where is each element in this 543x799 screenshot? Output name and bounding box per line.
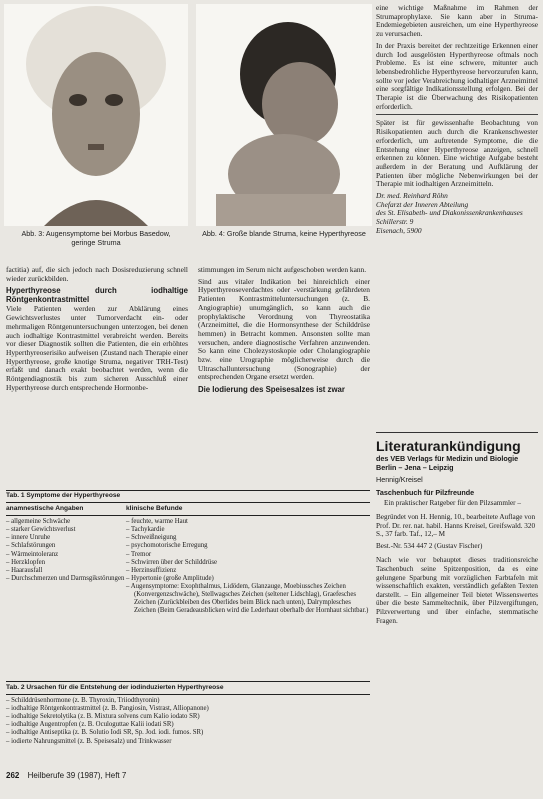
table1-finding-item: – Tremor <box>126 551 370 559</box>
table1-symptom-item: – allgemeine Schwäche <box>6 518 126 526</box>
table1-finding-item: – psychomotorische Erregung <box>126 542 370 550</box>
author-city: Eisenach, 5900 <box>376 225 422 235</box>
lit-order: Best.-Nr. 534 447 2 (Gustav Fischer) <box>376 541 483 550</box>
table-2 <box>6 681 370 746</box>
figure-caption-1: Abb. 3: Augensymptome bei Morbus Basedow, geringe Struma <box>21 229 171 247</box>
figure-photo-2 <box>196 4 372 226</box>
table1-finding-item: – Schweißneigung <box>126 534 370 542</box>
table1-symptom-item: – Durchschmerzen und Darmsgikstörungen <box>6 575 126 583</box>
portrait-man-image <box>196 4 372 226</box>
col1-heading: Hyperthyreose durch iodhaltige Röntgenkontrastmittel <box>6 286 188 305</box>
table1-col-a-list <box>6 518 126 615</box>
lit-book: Taschenbuch für Pilzfreunde <box>376 487 475 497</box>
table1-symptom-item: – Haarausfall <box>6 567 126 575</box>
lit-authors: Hennig/Kreisel <box>376 475 423 485</box>
table1-body <box>6 515 370 615</box>
figure-caption-2: Abb. 4: Große blande Struma, keine Hyperthyreose <box>202 229 366 238</box>
lit-title: Literaturankündigung <box>376 438 521 454</box>
page-number: 262 <box>6 771 20 780</box>
col3-p2: In der Praxis bereitet der rechtzeitige Erkennen einer durch Iod ausgelösten Hyperthyreose oftmals noch Probleme. Es ist eine schwere, mitunter auch lebensbedrohliche Hyperthyreose hervorzurufen kann, sollte vor jeder Verabreichung iodhaltiger Arzneimittel eine sorgfältige Indikationsstellung erfolgen. Bei der Therapie ist die Überwachung des Risikopatienten erforderlich. <box>376 40 538 111</box>
table2-cause-item: – iodhaltige Röntgenkontrastmittel (z. B. Pangiosin, Vistrast, Alliopanone) <box>6 705 370 713</box>
portrait-woman-image <box>4 4 188 226</box>
col1-intro: factitia) auf, die sich jedoch nach Dosisreduzierung schnell wieder zurückbilden. <box>6 265 188 283</box>
column-3 <box>376 4 538 236</box>
table2-cause-item: – iodhaltige Antiseptika (z. B. Solutio Iodi SR, Sp. Jod. iodi. fumos. SR) <box>6 729 370 737</box>
table2-title: Tab. 2 Ursachen für die Entstehung der iodinduzierten Hyperthyreose <box>6 681 370 692</box>
table1-top-rule <box>6 490 370 491</box>
col1-body: Viele Patienten werden zur Abklärung eines Gewichtsverlustes unter Tumorverdacht ein- oder mehrmaligen Röntgenuntersuchungen unterzogen, bei denen auch iodhaltige Kontrastmittel verabreicht werden. Bereits vor dieser Diagnostik sollten die Patienten, die ein erhöhtes Hyperthyreoserisiko aufweisen (Zustand nach Therapie einer Hyperthyreose, große knotige Struma, negativer TRH-Test) erfaßt und danach exakt beobachtet werden, wenn die Röntgendiagnostik bis zum sicheren Ausschluß einer Hyperthyreose durch entsprechende Hormonbe- <box>6 304 188 392</box>
lit-review: Nach wie vor behauptet dieses traditionsreiche Taschenbuch seine Spitzenposition, da es eine gelungene Sparbung mit vorzüglichen Farbtafeln mit wissenschaftlich exakten, verständlich gefaßten Texten darstellt. – Ein allgemeiner Teil bietet Wissenswertes über die beste Sammeltechnik, über Pilzvergiftungen, Pilzverwertung und über einfache, stemmatische Fragen. <box>376 556 538 625</box>
col3-p3: Später ist für gewissenhafte Beobachtung von Risikopatienten auch durch die Krankenschwester erforderlich, um auftretende Symptome, die die Entstehung einer Hyperthyreose anzeigen, schnell erkennen zu können. Eine wichtige Aufgabe besteht außerdem in der Beratung und Aufklärung der Patienten über mögliche Nebenwirkungen bei der Therapie mit iodhaltigen Arzneimitteln. <box>376 114 538 189</box>
col2-body1: stimmungen im Serum nicht aufgeschoben werden kann. <box>198 265 367 274</box>
table1-symptom-item: – Schlafstörungen <box>6 542 126 550</box>
table1-finding-item: – Hypertonie (große Amplitude) <box>126 575 370 583</box>
lit-cities: Berlin – Jena – Leipzig <box>376 462 454 472</box>
table1-header-row <box>6 502 370 513</box>
table1-title: Tab. 1 Symptome der Hyperthyreose <box>6 492 121 499</box>
table1-symptom-item: – innere Unruhe <box>6 534 126 542</box>
author-role: Chefarzt der Inneren Abteilung <box>376 199 469 209</box>
author-street: Schillerstr. 9 <box>376 217 414 227</box>
table1-col-a-header: anamnestische Angaben <box>6 505 84 513</box>
column-1 <box>6 266 188 395</box>
col2-body2: Sind aus vitaler Indikation bei hinreichlich einer Hyperthyreoseverdachtes oder -verstärkung gefährdeten Patienten Kontrastmitteluntersuchungen (z. B. Angiographie) unumgänglich, so kann auch die prophylaktische Verordnung von Thyreostatika (Arzneimittel, die die Hormonsynthese der Schilddrüse hemmen) in Betracht kommen. Ansonsten sollte man versuchen, andere diagnostische Verfahren anzuwenden. So kann eine Cholezystoskopie oder Cholangiographie bzw. eine Urographie möglicherweise durch die Ultraschalluntersuchung (Sonographie) der entsprechenden Organe ersetzt werden. <box>198 276 370 382</box>
table1-finding-item: – feuchte, warme Haut <box>126 518 370 526</box>
page-footer <box>6 771 126 780</box>
table1-col-b-header: klinische Befunde <box>126 505 183 513</box>
lit-desc: Ein praktischer Ratgeber für den Pilzsammler – <box>384 499 521 508</box>
figure-photo-1 <box>4 4 188 226</box>
table1-symptom-item: – Herzklopfen <box>6 559 126 567</box>
table1-finding-item: – Augensymptome: Exophthalmus, Lidödem, Glanzauge, Moebiussches Zeichen (Konvergenzschwäche), Stellwagsches Zeichen (seltener Lidschlag), Graefesches Zeichen (Zurückbleiben des Oberlides beim Blick nach unten), Dalrymplesches Zeichen (Beim Geradeausblicken wird die Lederhaut oberhalb der Hornhaut sichtbar.) <box>126 583 370 615</box>
table1-finding-item: – Herzinsuffizienz <box>126 567 370 575</box>
table2-cause-item: – iodhaltige Sekretolytika (z. B. Mixtura solvens cum Kalio iodato SR) <box>6 713 370 721</box>
author-name: Dr. med. Reinhard Röhn <box>376 191 448 201</box>
column-2 <box>198 266 370 395</box>
table2-cause-item: – Schilddrüsenhormone (z. B. Thyroxin, Triiodthyronin) <box>6 697 370 705</box>
author-block <box>376 192 538 236</box>
journal-citation: Heilberufe 39 (1987), Heft 7 <box>27 771 127 780</box>
table1-col-b-list <box>126 518 370 615</box>
col3-p1: eine wichtige Maßnahme im Rahmen der Strumaprophylaxe. Sie kann aber in Struma-Endemiegebieten ausreichen, um eine Hyperthyreose zu verursachen. <box>376 3 538 39</box>
table2-list <box>6 697 370 746</box>
col2-heading: Die Iodierung des Speisesalzes ist zwar <box>198 385 345 395</box>
table1-finding-item: – Schwirren über der Schilddrüse <box>126 559 370 567</box>
table-1 <box>6 492 370 615</box>
lit-details: Begründet von H. Hennig, 10., bearbeitete Auflage von Prof. Dr. rer. nat. habil. Hanns Kreisel, Greifswald. 320 S., 37 farb. Taf., 12,– M <box>376 512 536 539</box>
table1-symptom-item: – starker Gewichtsverlust <box>6 526 126 534</box>
table1-finding-item: – Tachykardie <box>126 526 370 534</box>
author-hospital: des St. Elisabeth- und Diakonissenkrankenhauses <box>376 208 523 218</box>
table1-symptom-item: – Wärmeintoleranz <box>6 551 126 559</box>
table2-cause-item: – iodierte Nahrungsmittel (z. B. Speisesalz) und Trinkwasser <box>6 738 370 746</box>
literature-box <box>376 432 538 625</box>
table2-cause-item: – iodhaltige Augentropfen (z. B. Oculoguttae Kalii iodati SR) <box>6 721 370 729</box>
lit-publisher: des VEB Verlags für Medizin und Biologie <box>376 454 519 463</box>
